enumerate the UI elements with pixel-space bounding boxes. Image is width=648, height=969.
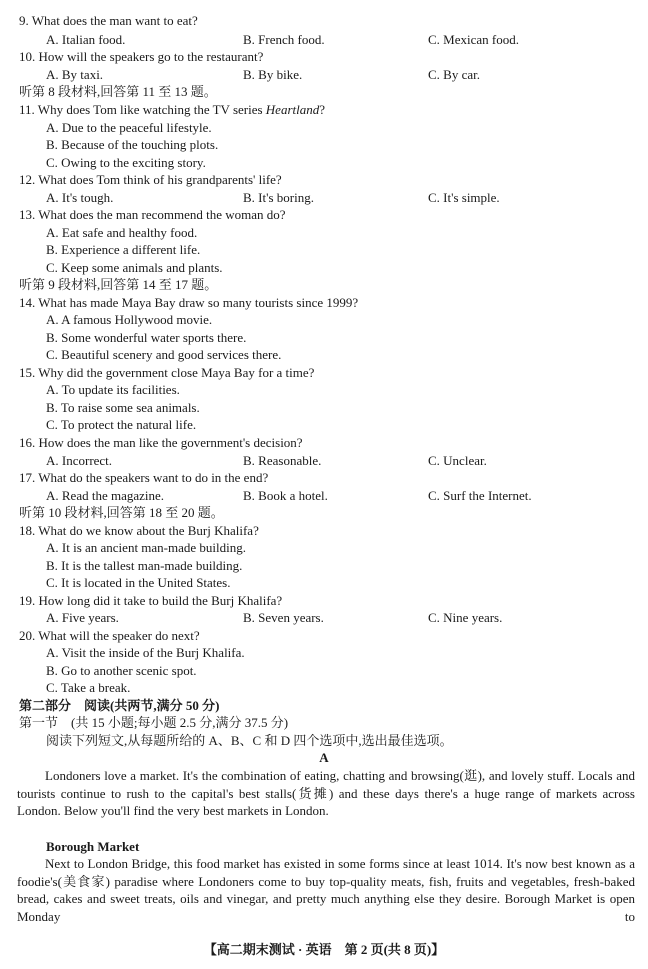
passage-paragraph-2: Next to London Bridge, this food market has existed in some forms since at least 1014. It's now best known as a foodie's(美食家) paradise where Londoners come to buy top-quality meats, fish, fruits and vegetables, fresh-baked bread, cakes and sweet treats, oils and vinegar, and pretty much anything else they desire. Borough Market is open Monday to bbox=[17, 856, 635, 924]
option-a: A. Visit the inside of the Burj Khalifa. bbox=[46, 645, 245, 660]
option-c: C. To protect the natural life. bbox=[46, 417, 197, 432]
question-17: 17. What do the speakers want to do in the end? bbox=[19, 470, 269, 485]
option-a: A. Incorrect. bbox=[46, 453, 113, 468]
question-11: 11. Why does Tom like watching the TV series Heartland? bbox=[19, 102, 326, 117]
option-c: C. Nine years. bbox=[428, 610, 503, 625]
option-a: A. Due to the peaceful lifestyle. bbox=[46, 120, 212, 135]
question-12: 12. What does Tom think of his grandparents' life? bbox=[19, 172, 282, 187]
page-footer: 【高二期末测试 · 英语 第 2 页(共 8 页)】 bbox=[203, 942, 445, 957]
option-b: B. Reasonable. bbox=[243, 453, 322, 468]
option-b: B. Go to another scenic spot. bbox=[46, 663, 197, 678]
option-a: A. By taxi. bbox=[46, 67, 104, 82]
listening-instruction: 听第 9 段材料,回答第 14 至 17 题。 bbox=[19, 277, 218, 292]
option-a: A. It is an ancient man-made building. bbox=[46, 540, 247, 555]
option-c: C. Take a break. bbox=[46, 680, 131, 695]
listening-instruction: 听第 10 段材料,回答第 18 至 20 题。 bbox=[19, 505, 224, 520]
option-b: B. Because of the touching plots. bbox=[46, 137, 219, 152]
option-a: A. It's tough. bbox=[46, 190, 114, 205]
option-b: B. Book a hotel. bbox=[243, 488, 328, 503]
option-b: B. It's boring. bbox=[243, 190, 314, 205]
option-b: B. French food. bbox=[243, 32, 325, 47]
question-20: 20. What will the speaker do next? bbox=[19, 628, 200, 643]
option-b: B. Experience a different life. bbox=[46, 242, 201, 257]
option-a: A. Italian food. bbox=[46, 32, 126, 47]
option-c: C. By car. bbox=[428, 67, 480, 82]
option-a: A. Eat safe and healthy food. bbox=[46, 225, 198, 240]
option-b: B. Seven years. bbox=[243, 610, 324, 625]
option-c: C. Surf the Internet. bbox=[428, 488, 532, 503]
passage-paragraph-1: Londoners love a market. It's the combination of eating, chatting and browsing(逛), and lovely stuff. Locals and tourists continue to rush to the capital's best stalls(货摊) and these days there's a huge range of markets across London. Below you'll find the very best markets in London. bbox=[17, 768, 635, 818]
option-b: B. To raise some sea animals. bbox=[46, 400, 200, 415]
option-c: C. It is located in the United States. bbox=[46, 575, 231, 590]
reading-directions: 阅读下列短文,从每题所给的 A、B、C 和 D 四个选项中,选出最佳选项。 bbox=[46, 733, 453, 748]
option-b: B. It is the tallest man-made building. bbox=[46, 558, 243, 573]
option-c: C. It's simple. bbox=[428, 190, 500, 205]
question-10: 10. How will the speakers go to the restaurant? bbox=[19, 49, 264, 64]
option-c: C. Keep some animals and plants. bbox=[46, 260, 223, 275]
option-a: A. To update its facilities. bbox=[46, 382, 180, 397]
subheading: Borough Market bbox=[46, 839, 140, 854]
option-c: C. Unclear. bbox=[428, 453, 487, 468]
question-19: 19. How long did it take to build the Burj Khalifa? bbox=[19, 593, 283, 608]
question-13: 13. What does the man recommend the woman do? bbox=[19, 207, 286, 222]
option-a: A. Five years. bbox=[46, 610, 119, 625]
question-14: 14. What has made Maya Bay draw so many tourists since 1999? bbox=[19, 295, 359, 310]
option-a: A. Read the magazine. bbox=[46, 488, 165, 503]
option-c: C. Beautiful scenery and good services there. bbox=[46, 347, 282, 362]
option-a: A. A famous Hollywood movie. bbox=[46, 312, 213, 327]
question-16: 16. How does the man like the government's decision? bbox=[19, 435, 303, 450]
option-c: C. Mexican food. bbox=[428, 32, 519, 47]
listening-instruction: 听第 8 段材料,回答第 11 至 13 题。 bbox=[19, 84, 217, 99]
option-c: C. Owing to the exciting story. bbox=[46, 155, 206, 170]
passage-letter: A bbox=[319, 750, 329, 765]
option-b: B. Some wonderful water sports there. bbox=[46, 330, 247, 345]
option-b: B. By bike. bbox=[243, 67, 303, 82]
question-9: 9. What does the man want to eat? bbox=[19, 13, 198, 28]
question-18: 18. What do we know about the Burj Khalifa? bbox=[19, 523, 259, 538]
question-15: 15. Why did the government close Maya Bay for a time? bbox=[19, 365, 315, 380]
part-heading: 第二部分 阅读(共两节,满分 50 分) bbox=[19, 698, 220, 713]
section-heading: 第一节 (共 15 小题;每小题 2.5 分,满分 37.5 分) bbox=[19, 715, 289, 730]
